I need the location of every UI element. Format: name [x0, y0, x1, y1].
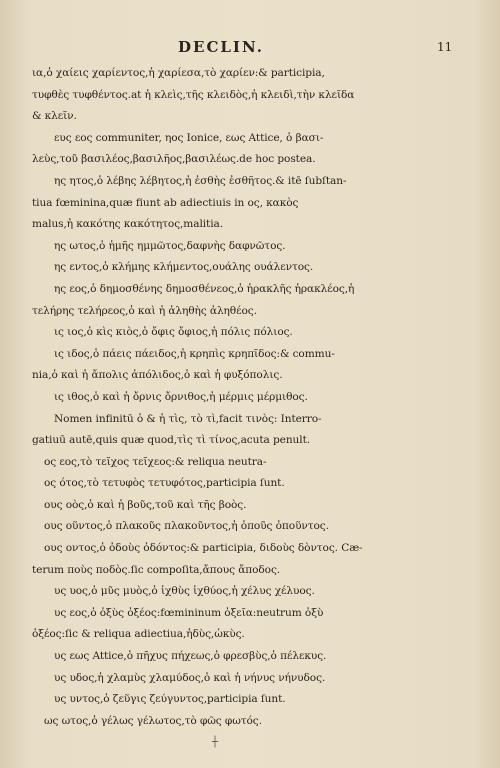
text-line: Nomen infinitū ὁ & ἡ τὶς, τὸ τὶ,facit τινὸς: Interro-	[54, 412, 322, 425]
text-line: ια,ὁ χαίεις χαρίεντος,ἡ χαρίεσα,τὸ χαρίεν:& participia,	[32, 67, 325, 79]
text-line: ις ιδος,ὁ πάεις πάειδος,ἡ κρηπὶς κρηπῖδος:& commu-	[54, 347, 335, 360]
text-line: ους οῦντος,ὁ πλακοῦς πλακοῦντος,ἡ ὀπoῦς ὀποῦντος.	[44, 520, 329, 533]
text-line: ης ωτος,ὁ ἡμῆς ημμῶτος,δαφνὴς δαφνῶτος.	[54, 239, 286, 252]
text-line: ος ότος,τὸ τετυφὸς τετυφότος,participia ſunt.	[44, 477, 285, 490]
footer-mark: ┼	[212, 737, 219, 748]
text-line: terum ποὺς ποδὸς.ſic compoſita,ἄπους ἄποδος.	[32, 563, 281, 576]
text-line: ους οντος,ὁ ὀδοὺς ὀδόντος:& participia, διδοὺς δὸντος. Cæ-	[44, 542, 363, 555]
text-line: gatiuū autē,quis quæ quod,τὶς τὶ τίνος,acuta penult.	[32, 434, 310, 447]
text-line: ης ητος,ὁ λέβης λέβητος,ἡ ἐσθὴς ἐσθῆτος.& itē ſubſtan-	[54, 174, 347, 187]
text-line: ις ιθος,ὁ καὶ ἡ ὄρνις ὄρνιθος,ἡ μέρμις μέρμιθος.	[54, 390, 308, 403]
text-line: ος εος,τὸ τεῖχος τεῖχεος:& reliqua neutra-	[44, 455, 267, 468]
text-line: ους οὸς,ὁ καὶ ἡ βοῦς,τοῦ καὶ τῆς βοὸς.	[44, 498, 247, 511]
text-line: nia,ὁ καὶ ἡ ἄπολις ἀπόλιδος,ὁ καὶ ἡ φυξόπολις.	[32, 369, 283, 382]
text-line: τελήρης τελήρεος,ὁ καὶ ἡ ἀληθὴς ἀληθέος.	[32, 304, 257, 317]
text-line: ως ωτος,ὁ γέλως γέλωτος,τὸ φῶς φωτός.	[44, 714, 262, 727]
text-line: υς υος,ὁ μῦς μυὸς,ὁ ἰχθὺς ἰχθύος,ἡ χέλυς χέλυος.	[54, 585, 315, 598]
text-line: ης εος,ὁ δημοσθένης δημοσθένεος,ὁ ἡρακλῆς ἡρακλέος,ἡ	[54, 282, 355, 295]
text-line: tiua fœminina,quæ fiunt ab adiectiuis in ος, κακὸς	[32, 196, 299, 209]
text-line: λεὺς,τοῦ βασιλέος,βασιλῆος,βασιλέως.de hoc postea.	[32, 153, 316, 166]
page-number: 11	[437, 40, 453, 54]
text-line: malus,ἡ κακότης κακότητος,malitia.	[32, 218, 223, 231]
text-line: υς υντος,ὁ ζεῦγις ζεύγυντος,participia ſunt.	[54, 693, 286, 706]
text-line: τυφθὲς τυφθέντος.at ἡ κλεὶς,τῆς κλειδὸς,ἡ κλειδὶ,τὴν κλεῖδα	[32, 88, 355, 101]
body-text	[32, 63, 472, 732]
running-head: DECLIN.	[178, 38, 264, 56]
page-header	[0, 38, 500, 58]
text-line: ὀξέος:ſic & reliqua adiectiua,ἡδὺς,ὠκὺς.	[32, 628, 245, 641]
text-line: υς εως Attice,ὁ πῆχυς πήχεως,ὁ φρεσβὺς,ὁ πέλεκυς.	[54, 650, 327, 663]
text-line: ης εντος,ὁ κλήμης κλήμεντος,ουάλης ουάλεντος.	[54, 261, 314, 274]
text-line: ευς εος communiter, ηος Ionice, εως Attice, ὁ βασι-	[54, 131, 324, 144]
text-line: υς υδος,ἡ χλαμὺς χλαμύδος,ὁ καὶ ἡ νήνυς νήνυδος.	[54, 671, 326, 684]
text-line: υς εος,ὁ ὀξὺς ὀξέος:fœmininum ὀξεῖα:neutrum ὀξὺ	[54, 606, 324, 619]
text-line: & κλεῖν.	[32, 110, 77, 123]
text-line: ις ιος,ὁ κὶς κιὸς,ὁ ὄφις ὄφιος,ἡ πόλις πόλιος.	[54, 326, 293, 339]
